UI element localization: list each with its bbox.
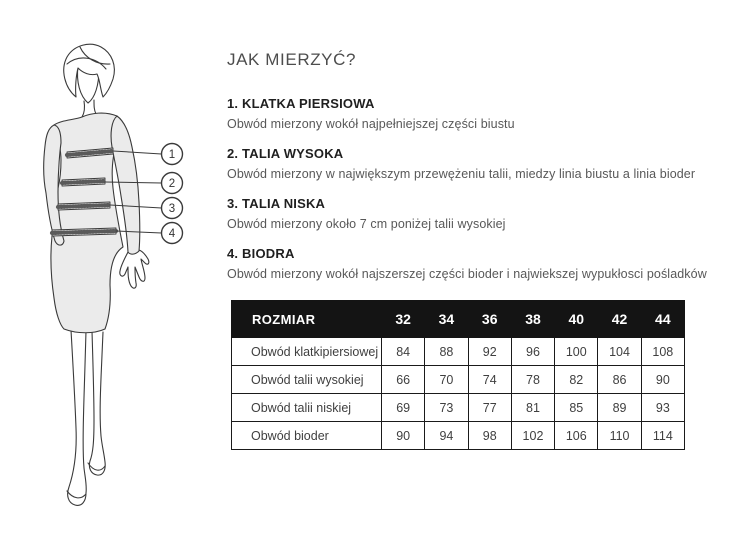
size-column-header: 40	[555, 301, 598, 338]
size-column-header: 36	[468, 301, 511, 338]
left-leg	[68, 330, 87, 505]
size-column-header: 42	[598, 301, 641, 338]
size-table-header-label: ROZMIAR	[232, 301, 382, 338]
table-cell: 96	[511, 338, 554, 366]
measure-marker-1	[162, 144, 183, 165]
table-cell: 106	[555, 422, 598, 450]
svg-text:3: 3	[168, 203, 176, 215]
section-low-waist	[227, 196, 737, 231]
table-cell: 90	[641, 366, 684, 394]
section-chest	[227, 96, 737, 131]
table-cell: 92	[468, 338, 511, 366]
section-description: Obwód mierzony w największym przewężeniu talii, miedzy linia biustu a linia bioder	[227, 167, 696, 181]
table-cell: 86	[598, 366, 641, 394]
table-cell: 69	[382, 394, 425, 422]
measure-marker-2	[162, 173, 183, 194]
table-cell: 104	[598, 338, 641, 366]
table-cell: 85	[555, 394, 598, 422]
right-leg	[89, 331, 105, 475]
table-cell: 114	[641, 422, 684, 450]
svg-text:2: 2	[168, 178, 176, 190]
table-cell: 81	[511, 394, 554, 422]
table-cell: 66	[382, 366, 425, 394]
table-cell: 82	[555, 366, 598, 394]
measure-marker-4	[162, 223, 183, 244]
table-row-chest	[232, 338, 685, 366]
table-cell: 98	[468, 422, 511, 450]
section-high-waist	[227, 146, 737, 181]
size-column-header: 34	[425, 301, 468, 338]
measure-marker-3	[162, 198, 183, 219]
table-cell: 89	[598, 394, 641, 422]
row-label: Obwód bioder	[232, 422, 382, 450]
section-heading: 3. TALIA NISKA	[227, 196, 326, 211]
table-cell: 70	[425, 366, 468, 394]
table-cell: 78	[511, 366, 554, 394]
svg-text:1: 1	[168, 149, 176, 161]
table-cell: 74	[468, 366, 511, 394]
section-hips	[227, 246, 737, 281]
table-cell: 73	[425, 394, 468, 422]
row-label: Obwód talii wysokiej	[232, 366, 382, 394]
table-row-hips	[232, 422, 685, 450]
size-table-header-row	[232, 301, 685, 338]
row-label: Obwód klatkipiersiowej	[232, 338, 382, 366]
measurement-figure	[0, 0, 200, 538]
measure-guide	[227, 50, 737, 296]
section-heading: 4. BIODRA	[227, 246, 295, 261]
table-cell: 84	[382, 338, 425, 366]
size-column-header: 32	[382, 301, 425, 338]
section-heading: 1. KLATKA PIERSIOWA	[227, 96, 375, 111]
size-table	[231, 300, 685, 450]
table-cell: 90	[382, 422, 425, 450]
table-row-high-waist	[232, 366, 685, 394]
table-cell: 94	[425, 422, 468, 450]
section-description: Obwód mierzony wokół najpełniejszej części biustu	[227, 117, 515, 131]
dress-figure-illustration	[0, 0, 200, 538]
table-cell: 88	[425, 338, 468, 366]
table-cell: 100	[555, 338, 598, 366]
table-cell: 93	[641, 394, 684, 422]
table-cell: 102	[511, 422, 554, 450]
row-label: Obwód talii niskiej	[232, 394, 382, 422]
svg-text:4: 4	[168, 228, 176, 240]
section-heading: 2. TALIA WYSOKA	[227, 146, 344, 161]
table-cell: 108	[641, 338, 684, 366]
table-cell: 110	[598, 422, 641, 450]
page-title: JAK MIERZYĆ?	[227, 50, 357, 69]
leader-line-2	[105, 182, 162, 183]
section-description: Obwód mierzony wokół najszerszej części bioder i najwiekszej wypukłosci pośladków	[227, 267, 707, 281]
hand-shape	[120, 250, 149, 288]
table-cell: 77	[468, 394, 511, 422]
section-description: Obwód mierzony około 7 cm poniżej talii wysokiej	[227, 217, 506, 231]
table-row-low-waist	[232, 394, 685, 422]
size-column-header: 44	[641, 301, 684, 338]
size-column-header: 38	[511, 301, 554, 338]
